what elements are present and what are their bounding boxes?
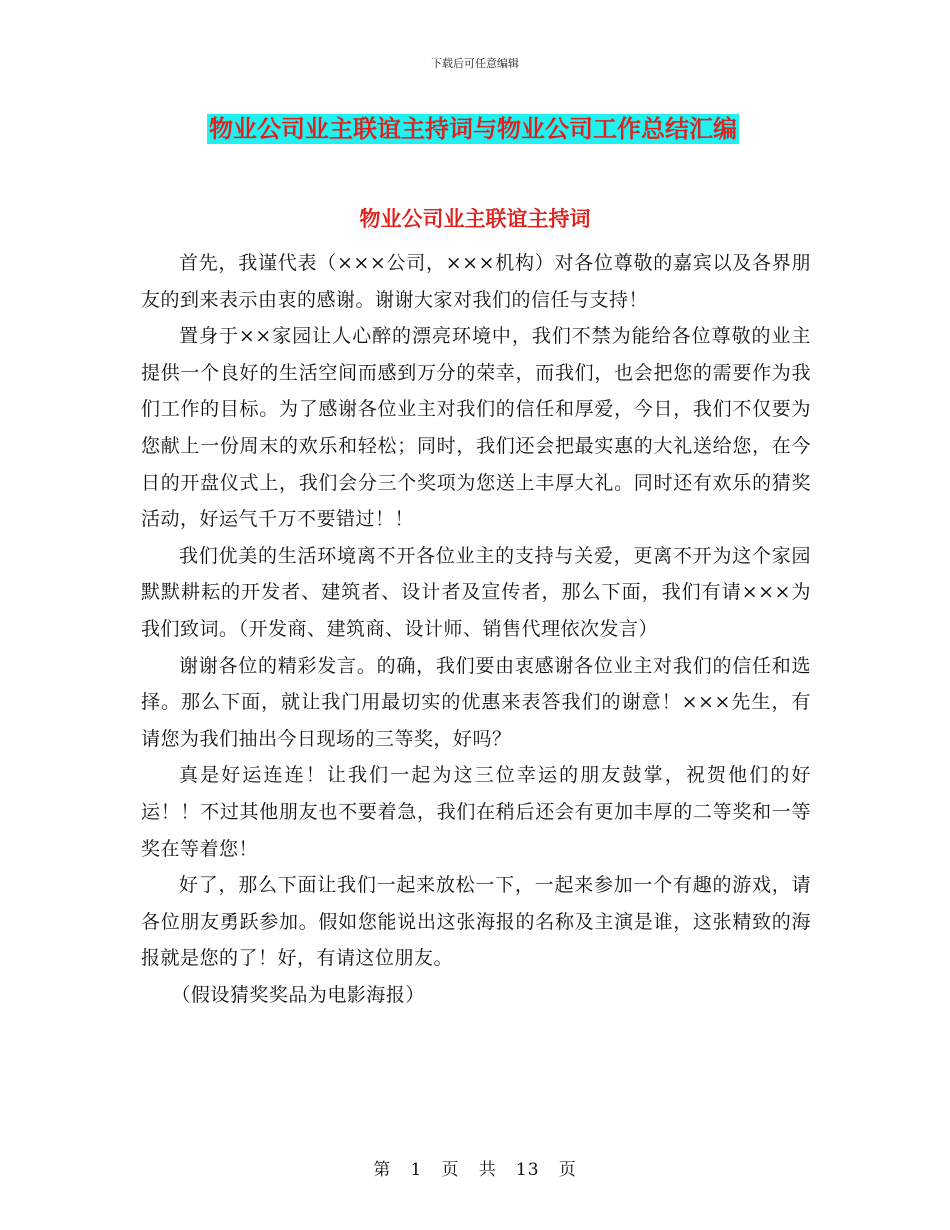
- paragraph: 谢谢各位的精彩发言。的确，我们要由衷感谢各位业主对我们的信任和选择。那么下面，就让我门用最切实的优惠来表答我们的谢意！×××先生，有请您为我们抽出今日现场的三等奖，好吗？: [141, 654, 811, 750]
- section-title: 物业公司业主联谊主持词: [359, 207, 591, 231]
- footer-page-number: 1: [410, 1160, 423, 1180]
- paragraph: 真是好运连连！让我们一起为这三位幸运的朋友鼓掌，祝贺他们的好运！！不过其他朋友也不要着急，我们在稍后还会有更加丰厚的二等奖和一等奖在等着您！: [141, 764, 811, 860]
- footer-total-prefix: 共: [478, 1160, 497, 1180]
- footer-prefix: 第: [373, 1160, 392, 1180]
- footer-total-pages: 13: [515, 1160, 540, 1180]
- note-paragraph: （假设猜奖奖品为电影海报）: [171, 983, 425, 1006]
- paragraph: 好了，那么下面让我们一起来放松一下，一起来参加一个有趣的游戏，请各位朋友勇跃参加。假如您能说出这张海报的名称及主演是谁，这张精致的海报就是您的了！好，有请这位朋友。: [141, 874, 811, 970]
- document-title: 物业公司业主联谊主持词与物业公司工作总结汇编: [209, 115, 737, 143]
- paragraph: 置身于××家园让人心醉的漂亮环境中，我们不禁为能给各位尊敬的业主提供一个良好的生活空间而感到万分的荣幸，而我们，也会把您的需要作为我们工作的目标。为了感谢各位业主对我们的信任和厚爱，今日，我们不仅要为您献上一份周末的欢乐和轻松；同时，我们还会把最实惠的大礼送给您，在今日的开盘仪式上，我们会分三个奖项为您送上丰厚大礼。同时还有欢乐的猜奖活动，好运气千万不要错过！！: [141, 325, 811, 531]
- paragraph: 首先，我谨代表（×××公司，×××机构）对各位尊敬的嘉宾以及各界朋友的到来表示由衷的感谢。谢谢大家对我们的信任与支持！: [141, 252, 811, 311]
- paragraph: 我们优美的生活环境离不开各位业主的支持与关爱，更离不开为这个家园默默耕耘的开发者、建筑者、设计者及宣传者，那么下面，我们有请×××为我们致词。（开发商、建筑商、设计师、销售代理依次发言）: [141, 544, 811, 640]
- page-footer: [0, 1155, 950, 1180]
- footer-page-unit: 页: [441, 1160, 460, 1180]
- page-header-note: 下载后可任意编辑: [431, 57, 519, 70]
- footer-total-unit: 页: [558, 1160, 577, 1180]
- document-body: [141, 245, 811, 1013]
